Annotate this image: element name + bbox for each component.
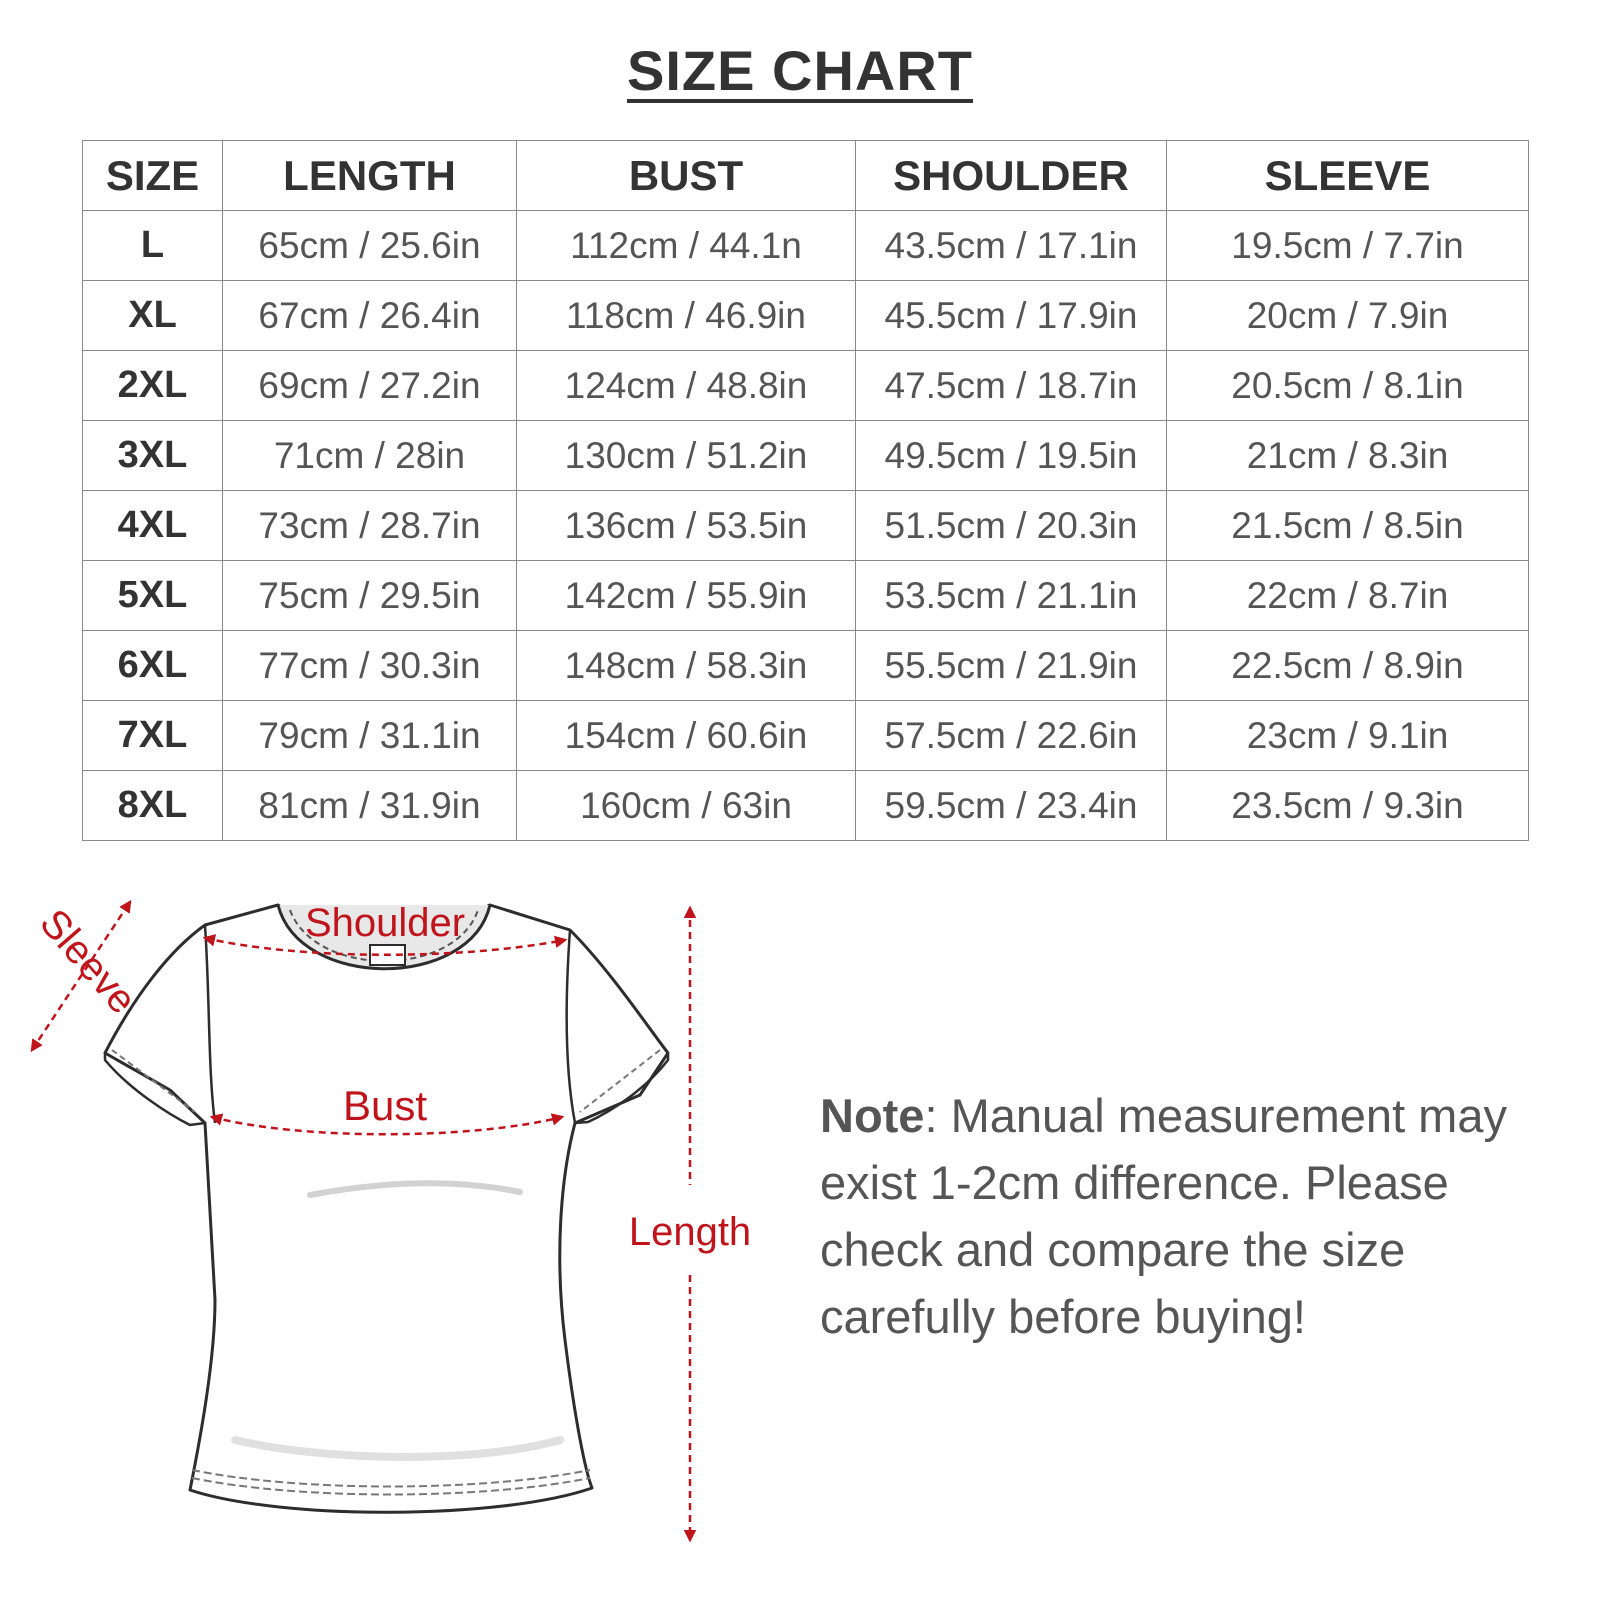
cell-shoulder: 59.5cm / 23.4in bbox=[856, 771, 1167, 841]
cell-shoulder: 51.5cm / 20.3in bbox=[856, 491, 1167, 561]
cell-sleeve: 20cm / 7.9in bbox=[1167, 281, 1529, 351]
header-size: SIZE bbox=[83, 141, 223, 211]
cell-bust: 136cm / 53.5in bbox=[517, 491, 856, 561]
table-row bbox=[83, 281, 1529, 351]
cell-size: L bbox=[83, 211, 223, 281]
cell-sleeve: 22cm / 8.7in bbox=[1167, 561, 1529, 631]
cell-size: XL bbox=[83, 281, 223, 351]
header-shoulder: SHOULDER bbox=[856, 141, 1167, 211]
shoulder-label: Shoulder bbox=[304, 901, 466, 945]
note-body: : Manual measurement may exist 1-2cm difference. Please check and compare the size carefully before buying! bbox=[820, 1089, 1507, 1343]
cell-sleeve: 23cm / 9.1in bbox=[1167, 701, 1529, 771]
cell-length: 67cm / 26.4in bbox=[223, 281, 517, 351]
tshirt-svg bbox=[0, 880, 780, 1580]
header-length: LENGTH bbox=[223, 141, 517, 211]
cell-bust: 148cm / 58.3in bbox=[517, 631, 856, 701]
cell-shoulder: 43.5cm / 17.1in bbox=[856, 211, 1167, 281]
cell-length: 77cm / 30.3in bbox=[223, 631, 517, 701]
table-row bbox=[83, 631, 1529, 701]
table-header-row bbox=[83, 141, 1529, 211]
cell-bust: 118cm / 46.9in bbox=[517, 281, 856, 351]
cell-length: 75cm / 29.5in bbox=[223, 561, 517, 631]
cell-shoulder: 47.5cm / 18.7in bbox=[856, 351, 1167, 421]
note-text bbox=[820, 1082, 1560, 1350]
page-title bbox=[0, 38, 1600, 103]
cell-size: 4XL bbox=[83, 491, 223, 561]
cell-length: 71cm / 28in bbox=[223, 421, 517, 491]
cell-bust: 160cm / 63in bbox=[517, 771, 856, 841]
cell-shoulder: 49.5cm / 19.5in bbox=[856, 421, 1167, 491]
cell-shoulder: 57.5cm / 22.6in bbox=[856, 701, 1167, 771]
title-text: SIZE CHART bbox=[627, 39, 973, 102]
cell-bust: 154cm / 60.6in bbox=[517, 701, 856, 771]
cell-length: 65cm / 25.6in bbox=[223, 211, 517, 281]
table-row bbox=[83, 351, 1529, 421]
header-bust: BUST bbox=[517, 141, 856, 211]
cell-sleeve: 21.5cm / 8.5in bbox=[1167, 491, 1529, 561]
table-row bbox=[83, 771, 1529, 841]
cell-size: 5XL bbox=[83, 561, 223, 631]
table-body bbox=[83, 211, 1529, 841]
cell-size: 6XL bbox=[83, 631, 223, 701]
bust-label: Bust bbox=[342, 1082, 428, 1129]
header-sleeve: SLEEVE bbox=[1167, 141, 1529, 211]
cell-sleeve: 21cm / 8.3in bbox=[1167, 421, 1529, 491]
cell-bust: 130cm / 51.2in bbox=[517, 421, 856, 491]
cell-size: 3XL bbox=[83, 421, 223, 491]
cell-shoulder: 45.5cm / 17.9in bbox=[856, 281, 1167, 351]
cell-bust: 124cm / 48.8in bbox=[517, 351, 856, 421]
cell-length: 69cm / 27.2in bbox=[223, 351, 517, 421]
cell-size: 8XL bbox=[83, 771, 223, 841]
cell-sleeve: 19.5cm / 7.7in bbox=[1167, 211, 1529, 281]
table-row bbox=[83, 491, 1529, 561]
size-table bbox=[82, 140, 1529, 841]
note-label: Note bbox=[820, 1089, 925, 1142]
table-row bbox=[83, 561, 1529, 631]
table-row bbox=[83, 421, 1529, 491]
length-label: Length bbox=[628, 1210, 752, 1254]
cell-length: 73cm / 28.7in bbox=[223, 491, 517, 561]
table-row bbox=[83, 701, 1529, 771]
cell-size: 7XL bbox=[83, 701, 223, 771]
cell-bust: 142cm / 55.9in bbox=[517, 561, 856, 631]
sleeve-label: Sleeve bbox=[31, 901, 145, 1023]
cell-sleeve: 22.5cm / 8.9in bbox=[1167, 631, 1529, 701]
tshirt-outline bbox=[105, 905, 668, 1512]
cell-shoulder: 55.5cm / 21.9in bbox=[856, 631, 1167, 701]
cell-bust: 112cm / 44.1n bbox=[517, 211, 856, 281]
table-row bbox=[83, 211, 1529, 281]
tshirt-diagram bbox=[0, 880, 780, 1580]
cell-shoulder: 53.5cm / 21.1in bbox=[856, 561, 1167, 631]
cell-length: 79cm / 31.1in bbox=[223, 701, 517, 771]
cell-sleeve: 23.5cm / 9.3in bbox=[1167, 771, 1529, 841]
cell-length: 81cm / 31.9in bbox=[223, 771, 517, 841]
cell-size: 2XL bbox=[83, 351, 223, 421]
cell-sleeve: 20.5cm / 8.1in bbox=[1167, 351, 1529, 421]
